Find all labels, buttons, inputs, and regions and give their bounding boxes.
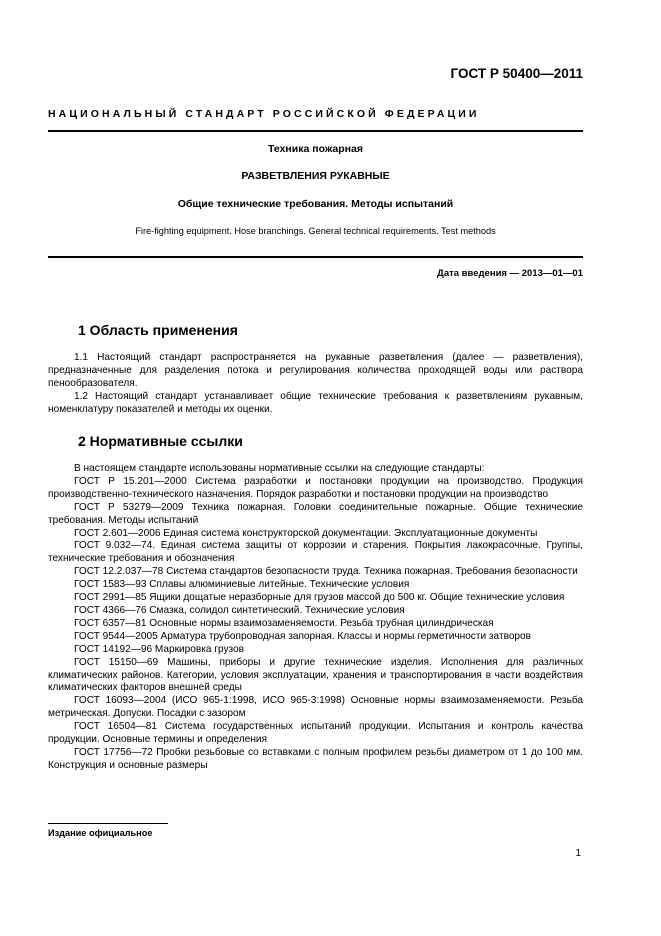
section-2-body [48, 463, 583, 773]
footer-rule [48, 823, 168, 824]
reference-item: ГОСТ 12.2.037—78 Система стандартов безопасности труда. Техника пожарная. Требования безопасности [74, 566, 578, 578]
reference-item: ГОСТ Р 53279—2009 Техника пожарная. Головки соединительные пожарные. Общие технические требования. Методы испытаний [48, 501, 583, 526]
reference-item: ГОСТ 2991—85 Ящики дощатые неразборные для грузов массой до 500 кг. Общие технические условия [74, 592, 565, 604]
section-1-body [48, 352, 583, 417]
section-2-heading: 2 Нормативные ссылки [78, 433, 243, 449]
title-rule [48, 256, 583, 258]
title-category: Техника пожарная [268, 143, 363, 155]
paragraph: В настоящем стандарте использованы нормативные ссылки на следующие стандарты: [74, 463, 485, 474]
reference-item: ГОСТ Р 15.201—2000 Система разработки и постановки продукции на производство. Продукция производственно-технического назначения. Порядок разработки и постановки продукции на производство [48, 475, 583, 500]
top-rule [48, 130, 583, 132]
introduction-date: Дата введения — 2013—01—01 [437, 268, 583, 279]
title-name: РАЗВЕТВЛЕНИЯ РУКАВНЫЕ [241, 170, 390, 182]
section-1-heading: 1 Область применения [78, 322, 238, 338]
reference-item: ГОСТ 9.032—74. Единая система защиты от коррозии и старения. Покрытия лакокрасочные. Группы, технические требования и обозначения [48, 540, 583, 565]
reference-item: ГОСТ 15150—69 Машины, приборы и другие технические изделия. Исполнения для различных климатических районов. Категории, условия эксплуатации, хранения и транспортирования в части воздействия климатических факторов внешней среды [48, 656, 583, 694]
reference-item: ГОСТ 16093—2004 (ИСО 965-1:1998, ИСО 965-3:1998) Основные нормы взаимозаменяемости. Резьба метрическая. Допуски. Посадки с зазором [48, 695, 583, 720]
title-english: Fire-fighting equipment. Hose branchings. General technical requirements. Test methods [135, 226, 496, 236]
official-edition-label: Издание официальное [48, 828, 153, 838]
reference-item: ГОСТ 14192—96 Маркировка грузов [74, 643, 245, 655]
standard-code: ГОСТ Р 50400—2011 [450, 66, 583, 81]
reference-item: ГОСТ 2.601—2006 Единая система конструкторской документации. Эксплуатационные документы [74, 527, 538, 539]
national-standard-line: НАЦИОНАЛЬНЫЙ СТАНДАРТ РОССИЙСКОЙ ФЕДЕРАЦИИ [48, 108, 480, 120]
reference-item: ГОСТ 16504—81 Система государственных испытаний продукции. Испытания и контроль качества продукции. Основные термины и определения [48, 721, 583, 746]
title-subtitle: Общие технические требования. Методы испытаний [177, 198, 454, 210]
reference-item: ГОСТ 1583—93 Сплавы алюминиевые литейные. Технические условия [74, 579, 410, 591]
page-number: 1 [575, 848, 581, 859]
reference-item: ГОСТ 4366—76 Смазка, солидол синтетический. Технические условия [74, 604, 405, 616]
paragraph: 1.2 Настоящий стандарт устанавливает общие технические требования к разветвлениям рукавным, номенклатуру показателей и методы их оценки. [48, 390, 583, 415]
reference-item: ГОСТ 9544—2005 Арматура трубопроводная запорная. Классы и нормы герметичности затворов [74, 630, 532, 642]
paragraph: 1.1 Настоящий стандарт распространяется на рукавные разветвления (далее — разветвления), предназначенные для разделения потока и регулирования количества проходящей воды или раствора пенообразователя. [48, 352, 583, 389]
reference-item: ГОСТ 6357—81 Основные нормы взаимозаменяемости. Резьба трубная цилиндрическая [74, 617, 494, 629]
reference-item: ГОСТ 17756—72 Пробки резьбовые со вставками с полным профилем резьбы диаметром от 1 до 100 мм. Конструкция и основные размеры [48, 746, 583, 771]
